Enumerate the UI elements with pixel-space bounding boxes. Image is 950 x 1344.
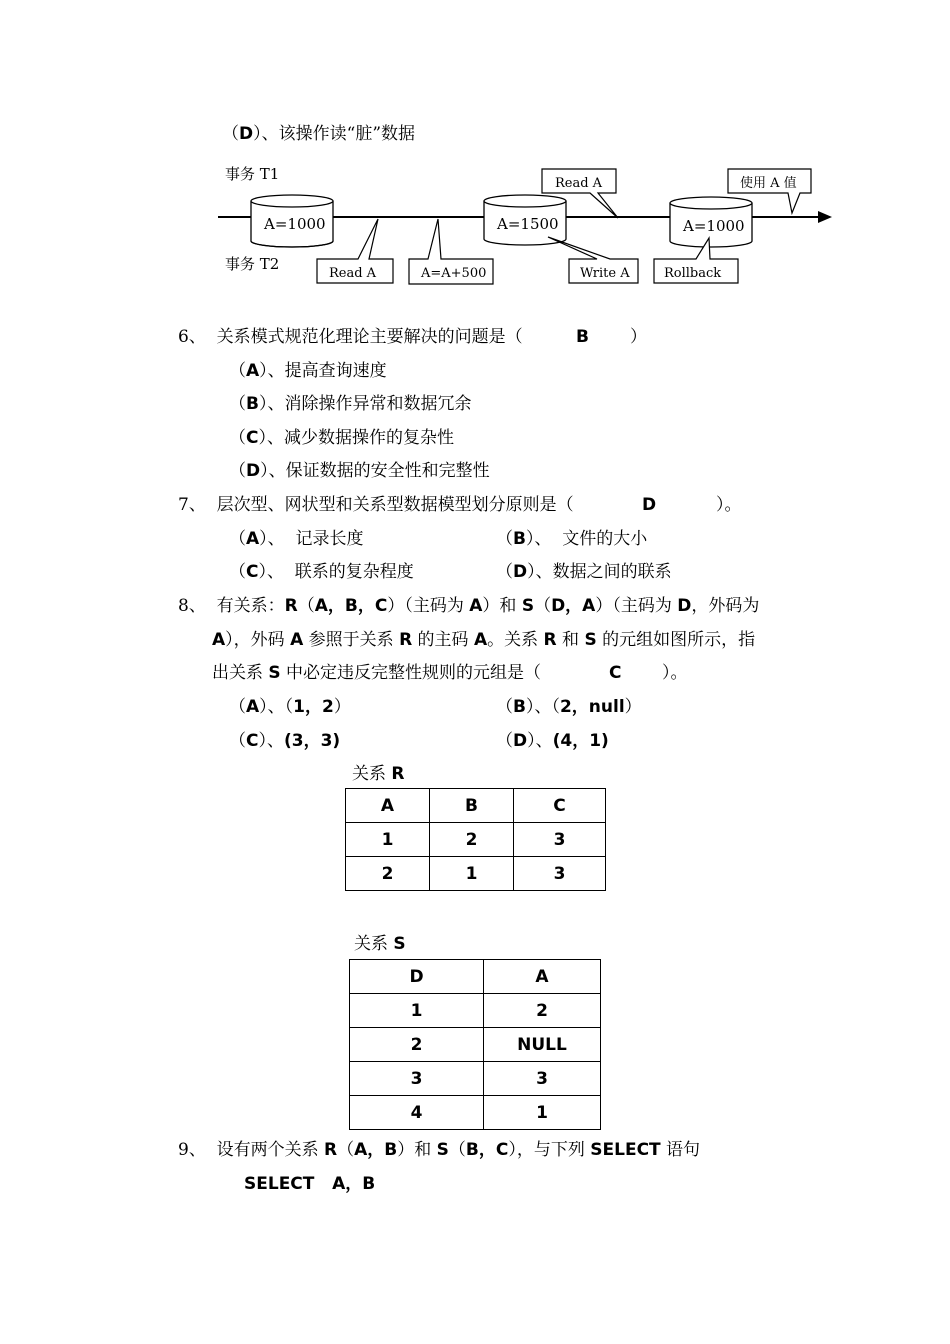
q7-stem: 7、 层次型、网状型和关系型数据模型划分原则是（ bbox=[178, 495, 574, 515]
svg-text:Read A: Read A bbox=[329, 266, 377, 281]
table-row bbox=[346, 823, 606, 857]
table-cell: 3 bbox=[484, 1062, 601, 1096]
table-cell: 1 bbox=[484, 1096, 601, 1130]
q6-close: ） bbox=[630, 327, 647, 347]
q7-option-d: （D）、数据之间的联系 bbox=[496, 562, 672, 582]
transaction-diagram bbox=[0, 0, 950, 300]
svg-text:Write A: Write A bbox=[580, 266, 630, 281]
table-cell: 3 bbox=[514, 823, 606, 857]
q7-answer: D bbox=[642, 495, 657, 515]
q8-answer: C bbox=[609, 663, 622, 683]
table-row bbox=[350, 994, 601, 1028]
database-cylinder-1 bbox=[251, 195, 333, 247]
q6-stem: 6、 关系模式规范化理论主要解决的问题是（ bbox=[178, 327, 523, 347]
relation-s-header: A bbox=[484, 960, 601, 994]
database-cylinder-3 bbox=[670, 197, 752, 247]
q8-close: ）。 bbox=[662, 663, 688, 683]
table-row bbox=[350, 1028, 601, 1062]
q5-option-d: （D）、该操作读“脏”数据 bbox=[222, 124, 416, 144]
q8-option-b: （B）、（2，null） bbox=[496, 697, 642, 717]
table-cell: 2 bbox=[346, 857, 430, 891]
database-cylinder-2 bbox=[484, 195, 566, 245]
q6-option-b: （B）、消除操作异常和数据冗余 bbox=[229, 394, 472, 414]
table-cell: 4 bbox=[350, 1096, 484, 1130]
q6-option-d: （D）、保证数据的安全性和完整性 bbox=[229, 461, 490, 481]
table-cell: 3 bbox=[514, 857, 606, 891]
q8-line-2: A），外码 A 参照于关系 R 的主码 A。关系 R 和 S 的元组如图所示，指 bbox=[212, 630, 756, 650]
svg-text:Rollback: Rollback bbox=[664, 266, 722, 281]
table-cell: 1 bbox=[430, 857, 514, 891]
relation-s-table bbox=[349, 959, 601, 1130]
transaction-t2-label: 事务 T2 bbox=[225, 255, 280, 273]
q6-option-a: （A）、提高查询速度 bbox=[229, 361, 387, 381]
table-cell: 1 bbox=[346, 823, 430, 857]
q7-option-b: （B）、 文件的大小 bbox=[496, 529, 648, 549]
table-row bbox=[350, 1062, 601, 1096]
q7-option-a: （A）、 记录长度 bbox=[229, 529, 364, 549]
table-cell: 2 bbox=[350, 1028, 484, 1062]
relation-r-header: B bbox=[430, 789, 514, 823]
callout-a-plus-500 bbox=[409, 219, 493, 284]
relation-r-header: C bbox=[514, 789, 606, 823]
q8-option-d: （D）、(4，1) bbox=[496, 731, 609, 751]
q8-option-c: （C）、(3，3) bbox=[229, 731, 341, 751]
table-cell: 3 bbox=[350, 1062, 484, 1096]
transaction-t1-label: 事务 T1 bbox=[225, 165, 280, 183]
table-cell: NULL bbox=[484, 1028, 601, 1062]
table-row bbox=[346, 857, 606, 891]
svg-text:A=A+500: A=A+500 bbox=[421, 266, 487, 281]
relation-r-table bbox=[345, 788, 606, 891]
q9-code: SELECT A，B bbox=[244, 1174, 376, 1194]
timeline-arrowhead bbox=[818, 211, 832, 223]
callout-write-a bbox=[548, 237, 638, 283]
q7-option-c: （C）、 联系的复杂程度 bbox=[229, 562, 414, 582]
relation-r-header: A bbox=[346, 789, 430, 823]
db2-value: A=1500 bbox=[497, 215, 559, 233]
table-cell: 2 bbox=[430, 823, 514, 857]
relation-s-header: D bbox=[350, 960, 484, 994]
q7-close: ）。 bbox=[716, 495, 742, 515]
table-cell: 2 bbox=[484, 994, 601, 1028]
q6-option-c: （C）、减少数据操作的复杂性 bbox=[229, 428, 454, 448]
q8-line-3: 出关系 S 中必定违反完整性规则的元组是（ bbox=[212, 663, 542, 683]
db1-value: A=1000 bbox=[264, 215, 326, 233]
q6-answer: B bbox=[576, 327, 589, 347]
db3-value: A=1000 bbox=[683, 217, 745, 235]
q9-stem: 9、 设有两个关系 R（A，B）和 S（B，C），与下列 SELECT 语句 bbox=[178, 1140, 701, 1160]
relation-r-caption: 关系 R bbox=[352, 764, 405, 784]
q8-option-a: （A）、（1，2） bbox=[229, 697, 351, 717]
table-row bbox=[350, 1096, 601, 1130]
svg-text:Read A: Read A bbox=[555, 176, 603, 191]
table-cell: 1 bbox=[350, 994, 484, 1028]
q8-line-1: 8、 有关系：R（A，B，C）（主码为 A）和 S（D，A）（主码为 D，外码为 bbox=[178, 596, 760, 616]
relation-s-caption: 关系 S bbox=[354, 934, 406, 954]
svg-text:使用 A 值: 使用 A 值 bbox=[740, 176, 797, 191]
